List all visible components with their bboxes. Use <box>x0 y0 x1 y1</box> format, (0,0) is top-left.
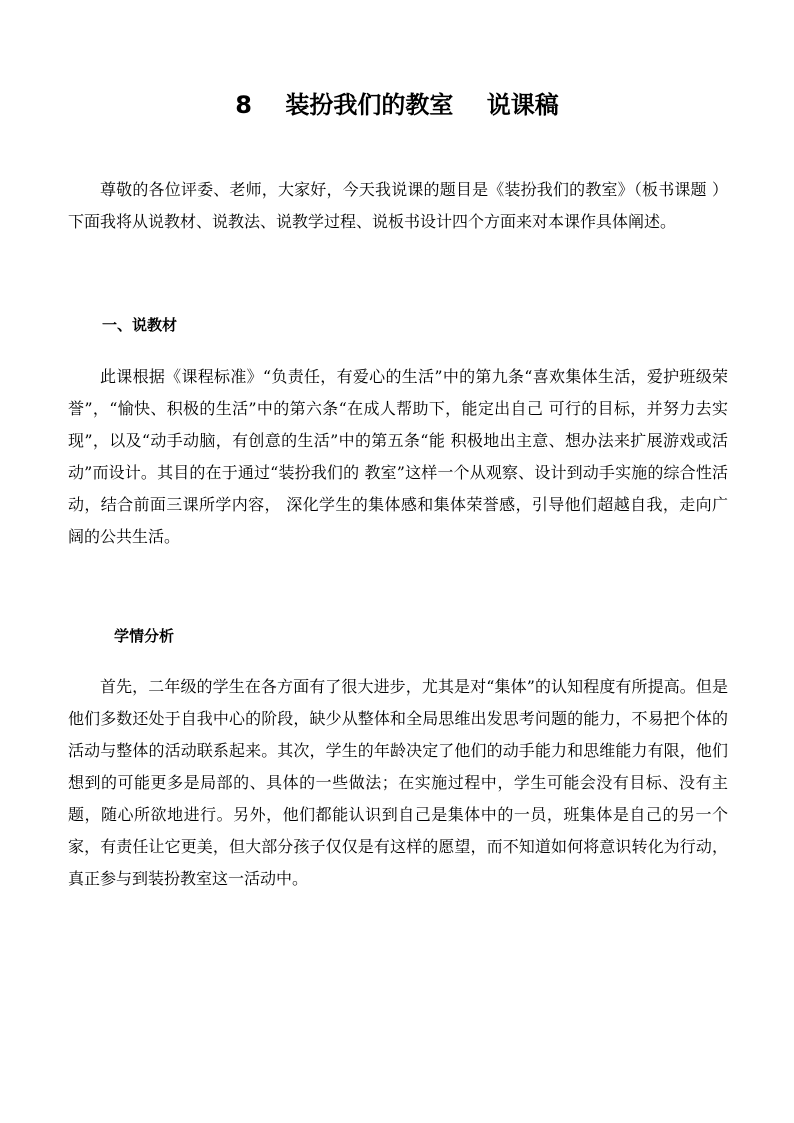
document-title: 8 装扮我们的教室 说课稿 <box>235 91 559 120</box>
section-heading-teaching-material: 一、说教材 <box>102 316 178 334</box>
section-heading-student-analysis: 学情分析 <box>114 627 175 645</box>
teaching-material-paragraph: 此课根据《课程标准》“负责任，有爱心的生活”中的第九条“喜欢集体生活，爱护班级荣誉”，“愉快、积极的生活”中的第六条“在成人帮助下，能定出自己 可行的目标，并努力去实现”，以及“动手动脑，有创意的生活”中的第五条“能 积极地出主意、想办法来扩展游戏或活动”而设计。其目的在于通过“装扮我们的 教室”这样一个从观察、设计到动手实施的综合性活动，结合前面三课所学内容， 深化学生的集体感和集体荣誉感，引导他们超越自我，走向广阔的公共生活。 <box>68 367 728 546</box>
student-analysis-paragraph: 首先，二年级的学生在各方面有了很大进步，尤其是对“集体”的认知程度有所提高。但是他们多数还处于自我中心的阶段，缺少从整体和全局思维出发思考问题的能力，不易把个体的活动与整体的活动联系起来。其次，学生的年龄决定了他们的动手能力和思维能力有限，他们想到的可能更多是局部的、具体的一些做法；在实施过程中，学生可能会没有目标、没有主题，随心所欲地进行。另外，他们都能认识到自己是集体中的一员，班集体是自己的另一个家，有责任让它更美，但大部分孩子仅仅是有这样的愿望，而不知道如何将意识转化为行动，真正参与到装扮教室这一活动中。 <box>68 677 728 888</box>
intro-paragraph: 尊敬的各位评委、老师，大家好，今天我说课的题目是《装扮我们的教室》（板书课题 ）下面我将从说教材、说教法、说教学过程、说板书设计四个方面来对本课作具体阐述。 <box>68 180 728 231</box>
